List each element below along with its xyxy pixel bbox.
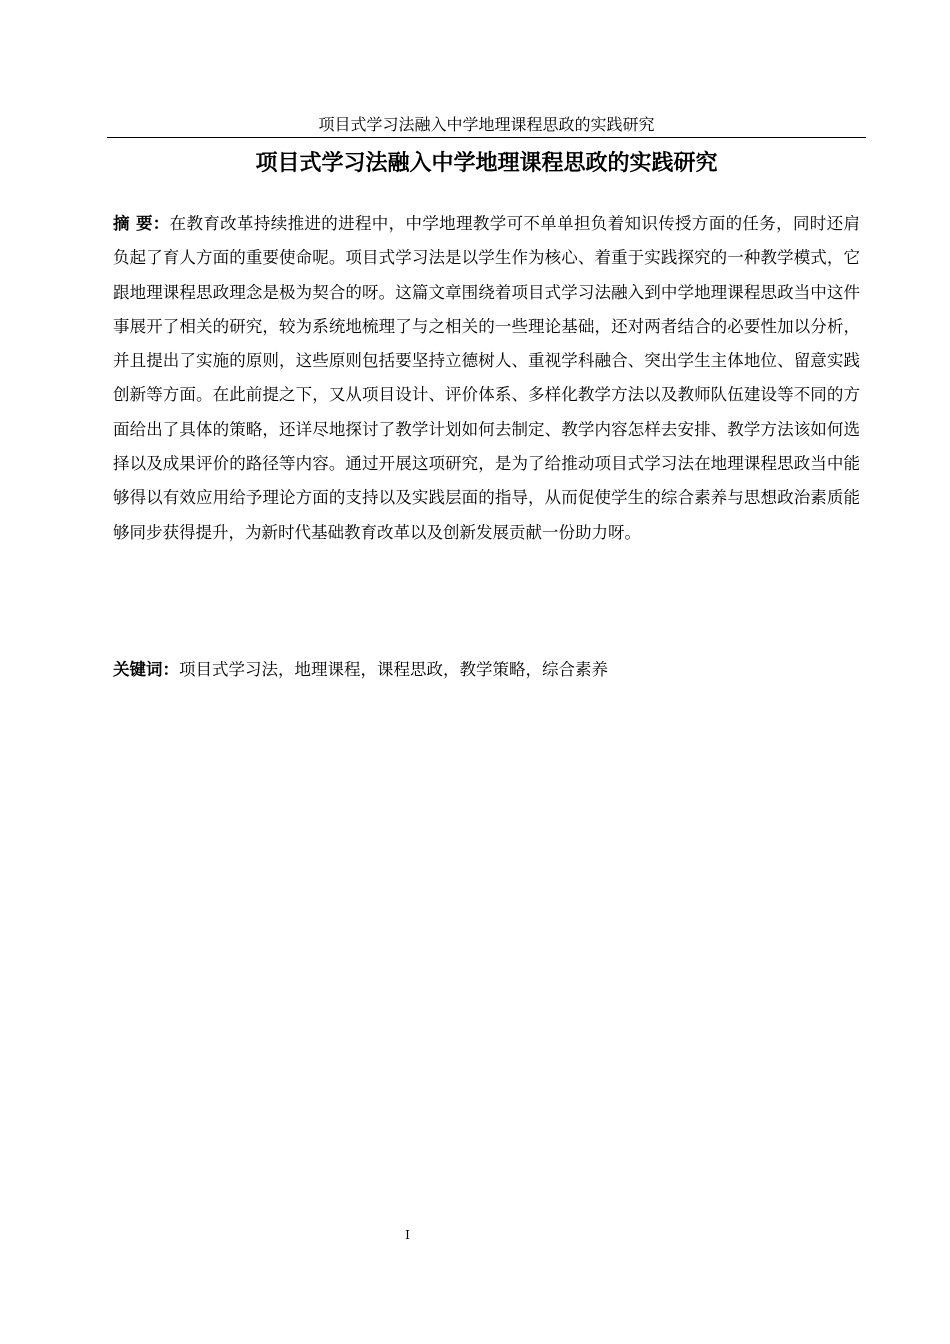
running-header-title: 项目式学习法融入中学地理课程思政的实践研究 xyxy=(318,115,655,134)
abstract-text: 在教育改革持续推进的进程中，中学地理教学可不单单担负着知识传授方面的任务，同时还肩负起了育人方面的重要使命呢。项目式学习法是以学生作为核心、着重于实践探究的一种教学模式，它跟地理课程思政理念是极为契合的呀。这篇文章围绕着项目式学习法融入到中学地理课程思政当中这件事展开了相关的研究，较为系统地梳理了与之相关的一些理论基础，还对两者结合的必要性加以分析，并且提出了实施的原则，这些原则包括要坚持立德树人、重视学科融合、突出学生主体地位、留意实践创新等方面。在此前提之下，又从项目设计、评价体系、多样化教学方法以及教师队伍建设等不同的方面给出了具体的策略，还详尽地探讨了教学计划如何去制定、教学内容怎样去安排、教学方法该如何选择以及成果评价的路径等内容。通过开展这项研究，是为了给推动项目式学习法在地理课程思政当中能够得以有效应用给予理论方面的支持以及实践层面的指导，从而促使学生的综合素养与思想政治素质能够同步获得提升，为新时代基础教育改革以及创新发展贡献一份助力呀。 xyxy=(113,214,861,542)
abstract-paragraph xyxy=(113,207,860,550)
keywords-label: 关键词： xyxy=(113,660,179,679)
paper-title: 项目式学习法融入中学地理课程思政的实践研究 xyxy=(255,151,718,176)
abstract-label: 摘 要： xyxy=(113,214,170,233)
running-header xyxy=(107,113,866,138)
keywords-paragraph xyxy=(113,653,860,687)
keywords-text: 项目式学习法，地理课程，课程思政，教学策略，综合素养 xyxy=(179,660,608,679)
page-number: I xyxy=(405,1228,410,1242)
